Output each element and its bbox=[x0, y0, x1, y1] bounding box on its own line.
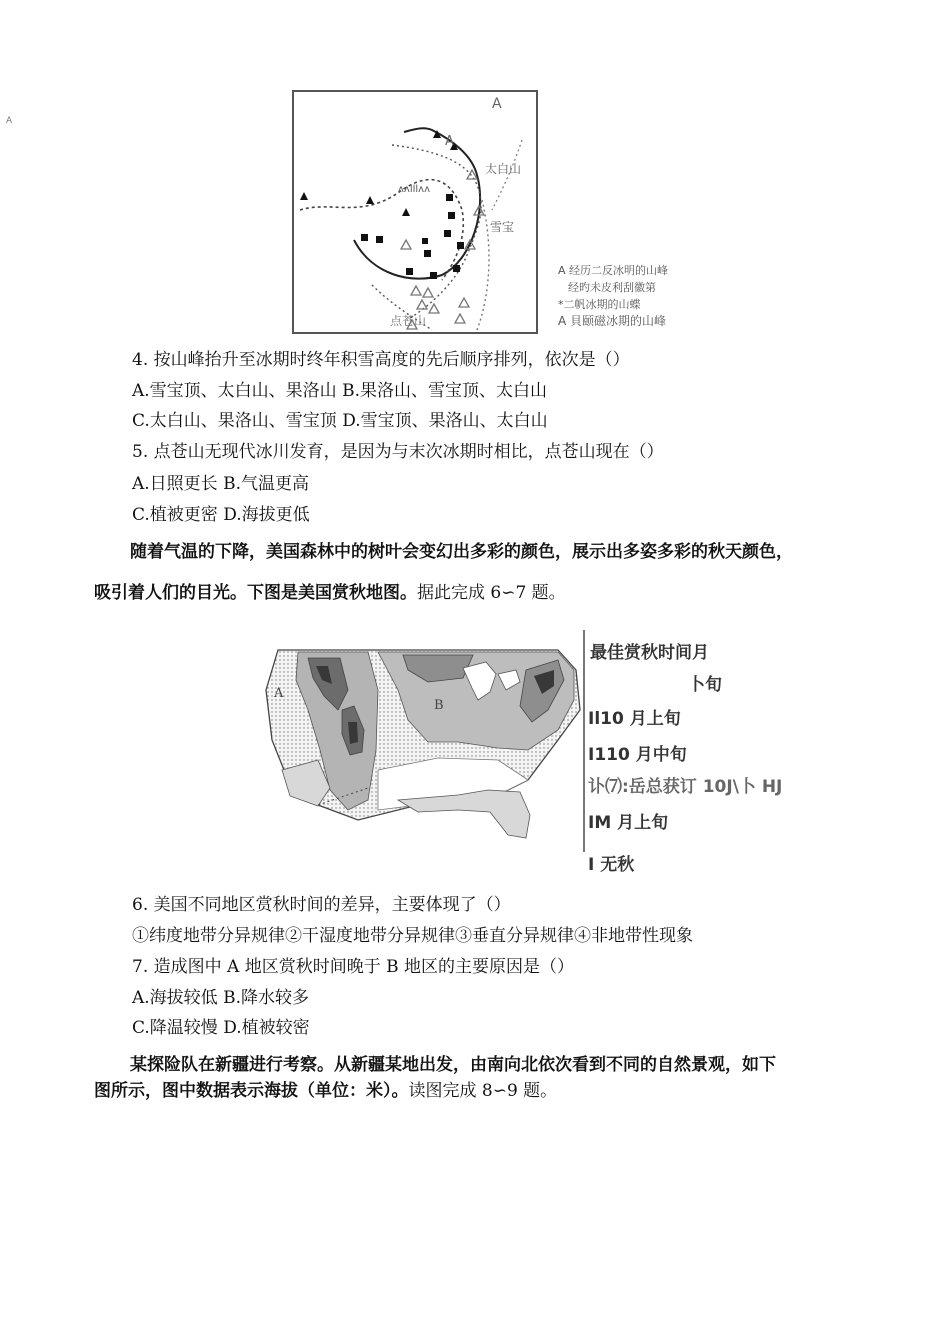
question-7-options-cd: C.降温较慢 D.植被较密 bbox=[132, 1018, 310, 1038]
foliage-legend-item: Il10 月上旬 bbox=[588, 709, 681, 729]
intro-6-7-line2 bbox=[94, 581, 566, 605]
foliage-map-label-a: A bbox=[274, 686, 284, 701]
glacier-map-figure bbox=[292, 90, 702, 340]
question-4-stem: 4. 按山峰抬升至冰期时终年积雪高度的先后顺序排列，依次是（） bbox=[132, 350, 630, 370]
question-5-options-ab: A.日照更长 B.气温更高 bbox=[132, 474, 309, 494]
foliage-map-label-b: B bbox=[434, 698, 444, 713]
intro-6-7-line2-rest: 据此完成 6∽7 题。 bbox=[417, 583, 566, 603]
legend-item: A 貝颐磁冰期的山峰 bbox=[558, 314, 667, 328]
foliage-legend-title-2: 卜旬 bbox=[688, 675, 722, 695]
question-5-options-cd: C.植被更密 D.海拔更低 bbox=[132, 505, 310, 525]
glacier-map-label-cangshan: 点苍山 bbox=[390, 314, 427, 328]
intro-8-9-line2-bold: 图所示，图中数据表示海拔（单位：米）。 bbox=[94, 1081, 409, 1101]
question-5-stem: 5. 点苍山无现代冰川发育，是因为与末次冰期时相比，点苍山现在（） bbox=[132, 442, 664, 462]
foliage-legend-item: I110 月中旬 bbox=[588, 745, 687, 765]
question-4-options-ab: A.雪宝顶、太白山、果洛山 B.果洛山、雪宝顶、太白山 bbox=[132, 381, 547, 401]
foliage-legend-item: I 无秋 bbox=[588, 855, 635, 875]
legend-item: *二帆冰期的山蝶 bbox=[558, 298, 641, 311]
glacier-map-label-taibai: 太白山 bbox=[485, 162, 522, 176]
foliage-legend-item: 讣⑺:岳总获订 10J\卜 HJ bbox=[588, 777, 783, 797]
glacier-map-legend bbox=[558, 262, 668, 330]
stray-mark: A bbox=[6, 116, 13, 126]
foliage-legend-item: IM 月上旬 bbox=[588, 813, 669, 833]
intro-6-7-line1: 随着气温的下降，美国森林中的树叶会变幻出多彩的颜色，展示出多姿多彩的秋天颜色， bbox=[130, 542, 793, 562]
glacier-map-drawing bbox=[292, 90, 542, 340]
glacier-map-label-a-mid: A bbox=[445, 134, 454, 149]
question-4-options-cd: C.太白山、果洛山、雪宝顶 D.雪宝顶、果洛山、太白山 bbox=[132, 411, 548, 431]
glacier-map-label-xuebao: 雪宝 bbox=[490, 220, 515, 234]
legend-item: A 经历二反冰明的山峰 bbox=[558, 264, 669, 277]
foliage-map-figure bbox=[258, 630, 798, 875]
question-7-options-ab: A.海拔较低 B.降水较多 bbox=[132, 988, 309, 1008]
foliage-map-drawing bbox=[258, 630, 588, 852]
question-6-stem: 6. 美国不同地区赏秋时间的差异，主要体现了（） bbox=[132, 895, 511, 915]
intro-6-7-line2-bold: 吸引着人们的目光。下图是美国赏秋地图。 bbox=[94, 583, 417, 603]
question-7-stem: 7. 造成图中 A 地区赏秋时间晚于 B 地区的主要原因是（） bbox=[132, 957, 575, 977]
glacier-map-label-a-top: A bbox=[492, 96, 502, 112]
legend-item: 经旳未皮利刮徽第 bbox=[568, 281, 656, 294]
foliage-legend-title-1: 最佳赏秋时间月 bbox=[590, 643, 709, 663]
question-6-options: ①纬度地带分异规律②干湿度地带分异规律③垂直分异规律④非地带性现象 bbox=[132, 926, 693, 946]
intro-8-9-line1: 某探险队在新疆进行考察。从新疆某地出发，由南向北依次看到不同的自然景观，如下 bbox=[130, 1055, 776, 1075]
intro-8-9-line2 bbox=[94, 1079, 557, 1103]
intro-8-9-line2-rest: 读图完成 8∽9 题。 bbox=[408, 1081, 558, 1101]
glacier-map-label-luoluo: ʌʌlllʌʌ bbox=[398, 184, 431, 195]
